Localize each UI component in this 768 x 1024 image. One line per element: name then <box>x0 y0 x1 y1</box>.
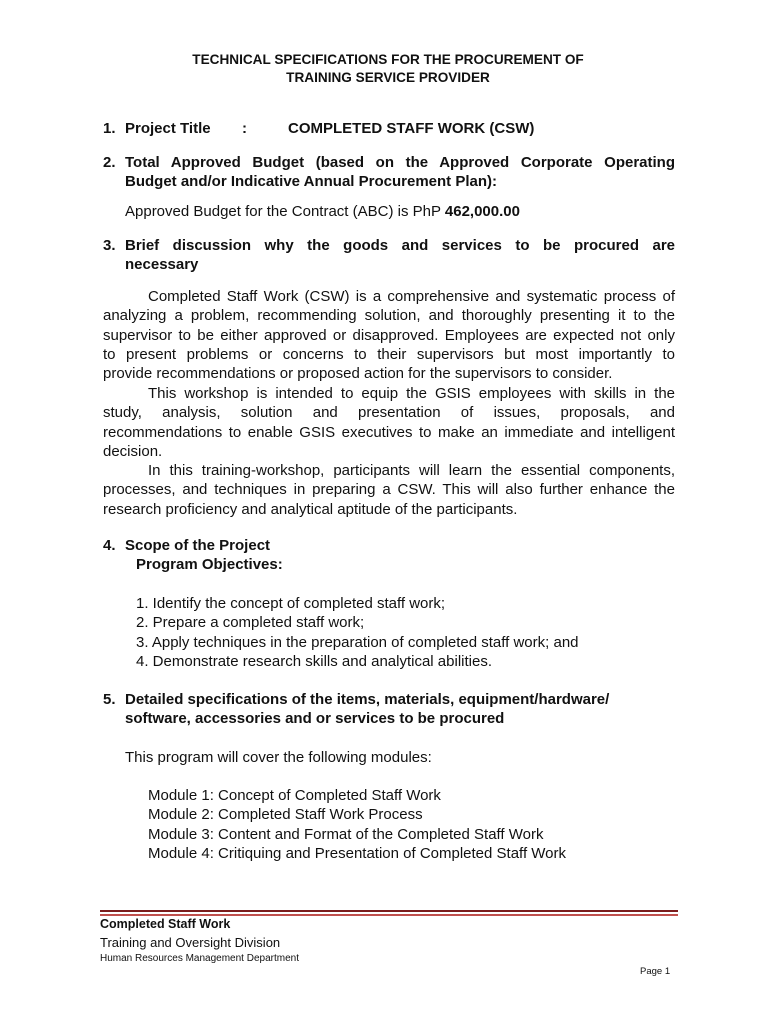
paragraph-line: study, analysis, solution and presentation of issues, proposals, and <box>103 404 675 422</box>
section3-heading-line2: necessary <box>125 256 199 274</box>
document-title-line1: TECHNICAL SPECIFICATIONS FOR THE PROCUREMENT OF <box>192 52 584 67</box>
paragraph-line: recommendations to enable GSIS executives to make an immediate and intelligent <box>103 423 675 441</box>
section1-label: Project Title <box>125 120 211 137</box>
paragraph-line: provide recommendations or proposed action for the supervisors to consider. <box>103 365 613 383</box>
section2-number: 2. <box>103 154 116 171</box>
paragraph-line: decision. <box>103 442 163 460</box>
footer-title: Completed Staff Work <box>100 917 231 931</box>
footer-division: Training and Oversight Division <box>100 935 281 950</box>
list-item: Module 1: Concept of Completed Staff Work <box>148 787 441 804</box>
paragraph-line: This workshop is intended to equip the GSIS employees with skills in the <box>148 385 675 402</box>
page-number: Page 1 <box>640 966 671 977</box>
section4-number: 4. <box>103 537 116 554</box>
objectives-list <box>136 594 579 671</box>
section5-heading-line2: software, accessories and or services to be procured <box>125 710 505 727</box>
section2-heading-line1: Total Approved Budget (based on the Approved Corporate Operating <box>125 154 675 171</box>
section5-heading-line1: Detailed specifications of the items, materials, equipment/hardware/ <box>125 691 610 708</box>
paragraph-line: to present problems or concerns to their supervisors but most importantly to <box>103 345 675 363</box>
section3-number: 3. <box>103 237 116 254</box>
program-objectives-heading: Program Objectives: <box>136 556 283 573</box>
list-item: 1. Identify the concept of completed staff work; <box>136 595 446 612</box>
paragraph-line: supervisor to be either approved or disapproved. Employees are expected not only <box>103 326 675 344</box>
section3-paragraph-2 <box>103 384 675 461</box>
abc-text: Approved Budget for the Contract (ABC) is PhP <box>125 203 445 220</box>
section3-paragraph-3 <box>103 461 675 519</box>
modules-list <box>148 786 566 863</box>
modules-intro: This program will cover the following modules: <box>125 749 432 766</box>
project-title-value: COMPLETED STAFF WORK (CSW) <box>288 120 535 137</box>
paragraph-line: analyzing a problem, recommending solution, and thoroughly presenting it to the <box>103 307 675 325</box>
list-item: Module 4: Critiquing and Presentation of Completed Staff Work <box>148 844 567 862</box>
list-item: Module 2: Completed Staff Work Process <box>148 806 423 824</box>
paragraph-line: research proficiency and analytical aptitude of the participants. <box>103 500 518 518</box>
paragraph-line: processes, and techniques in preparing a CSW. This will also further enhance the <box>103 481 675 499</box>
section3-paragraph-1 <box>103 287 675 383</box>
paragraph-line: Completed Staff Work (CSW) is a comprehensive and systematic process of <box>148 288 675 305</box>
section2-heading-line2: Budget and/or Indicative Annual Procurement Plan): <box>125 173 497 191</box>
list-item: 3. Apply techniques in the preparation of completed staff work; and <box>136 633 579 651</box>
abc-statement <box>125 202 520 221</box>
list-item: 4. Demonstrate research skills and analytical abilities. <box>136 652 492 670</box>
footer-rule-dark <box>100 910 678 912</box>
section4-heading: Scope of the Project <box>125 537 271 554</box>
list-item: Module 3: Content and Format of the Completed Staff Work <box>148 825 544 843</box>
abc-amount: 462,000.00 <box>444 203 520 220</box>
footer-rule-light <box>100 914 678 916</box>
list-item: 2. Prepare a completed staff work; <box>136 614 365 632</box>
section3-heading <box>103 236 675 275</box>
footer-department: Human Resources Management Department <box>100 953 299 964</box>
paragraph-line: In this training-workshop, participants will learn the essential components, <box>148 462 675 479</box>
section3-heading-line1: Brief discussion why the goods and services to be procured are <box>125 237 675 254</box>
section1-number: 1. <box>103 120 116 137</box>
section2-heading <box>103 153 675 192</box>
document-title-line2: TRAINING SERVICE PROVIDER <box>286 70 490 85</box>
section1-colon: : <box>242 120 247 137</box>
section5-number: 5. <box>103 691 116 708</box>
